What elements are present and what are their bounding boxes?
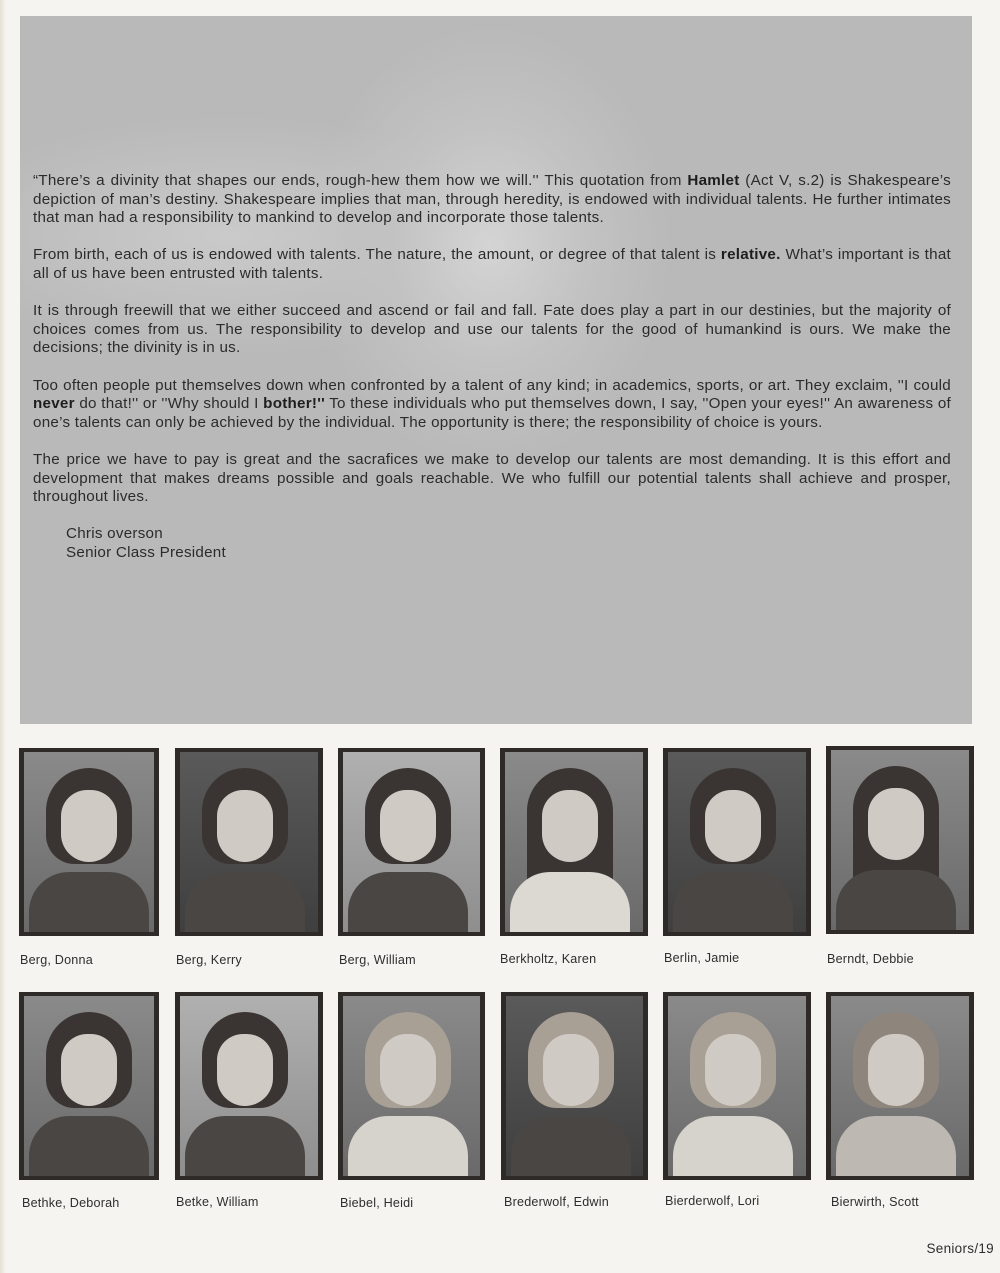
portrait-caption: Berkholtz, Karen [500, 952, 597, 966]
essay-paragraph-5: The price we have to pay is great and the sacrafices we make to develop our talents are most demanding. It is this effort and development that makes dreams possible and goals reachable. We who fulfill our potential talents shall achieve and prosper, throughout lives. [33, 450, 951, 506]
portrait-photo [19, 748, 159, 936]
portrait-photo [500, 748, 648, 936]
portrait-photo [826, 746, 974, 934]
portrait-photo [338, 748, 485, 936]
page-folio: Seniors/19 [926, 1241, 994, 1256]
portrait-caption: Berg, William [339, 953, 416, 967]
signature-block [66, 525, 951, 562]
emphasis-never: never [33, 395, 75, 413]
portrait-caption: Berg, Kerry [176, 953, 242, 967]
essay-paragraph-2: From birth, each of us is endowed with talents. The nature, the amount, or degree of that talent is relative. What’s important is that all of us have been entrusted with talents. [33, 246, 951, 282]
essay-panel [20, 16, 972, 724]
emphasis-bother: bother!'' [263, 395, 325, 413]
signature-name: Chris overson [66, 525, 163, 543]
portrait-caption: Berndt, Debbie [827, 952, 914, 966]
essay-paragraph-4: Too often people put themselves down when confronted by a talent of any kind; in academics, sports, or art. They exclaim, ''I could never do that!'' or ''Why should I bother!'' To these individuals who put themselves down, I say, ''Open your eyes!'' An awareness of one’s talents can only be achieved by the individual. The opportunity is there; the responsibility of choice is yours. [33, 376, 951, 431]
essay-text [33, 172, 951, 562]
portrait-photo [826, 992, 974, 1180]
portrait-photo [663, 748, 811, 936]
portrait-photo [338, 992, 485, 1180]
portrait-photo [663, 992, 811, 1180]
portrait-caption: Bethke, Deborah [22, 1196, 120, 1210]
essay-paragraph-1: “There’s a divinity that shapes our ends, rough-hew them how we will.'' This quotation from Hamlet (Act V, s.2) is Shakespeare’s depiction of man’s destiny. Shakespeare implies that man, through heredity, is endowed with individual talents. He further intimates that man had a responsibility to mankind to develop and incorporate those talents. [33, 172, 951, 227]
emphasis-relative: relative. [720, 246, 781, 264]
portrait-caption: Bierwirth, Scott [831, 1195, 919, 1209]
portrait-caption: Bierderwolf, Lori [665, 1194, 760, 1208]
portrait-caption: Biebel, Heidi [340, 1196, 414, 1210]
portrait-caption: Betke, William [176, 1195, 259, 1209]
portrait-photo [19, 992, 159, 1180]
emphasis-hamlet: Hamlet [687, 172, 740, 189]
portrait-photo [175, 992, 323, 1180]
portrait-caption: Berlin, Jamie [664, 951, 740, 965]
essay-paragraph-3: It is through freewill that we either succeed and ascend or fail and fall. Fate does play a part in our destinies, but the majority of choices comes from us. The responsibility to develop and use our talents for the good of humankind is ours. We make the decisions; the divinity is in us. [33, 302, 951, 357]
signature-title: Senior Class President [66, 543, 226, 561]
portrait-caption: Berg, Donna [20, 953, 93, 967]
page-binding-edge [0, 0, 6, 1273]
portrait-caption: Brederwolf, Edwin [504, 1195, 609, 1209]
portrait-photo [501, 992, 648, 1180]
portrait-photo [175, 748, 323, 936]
